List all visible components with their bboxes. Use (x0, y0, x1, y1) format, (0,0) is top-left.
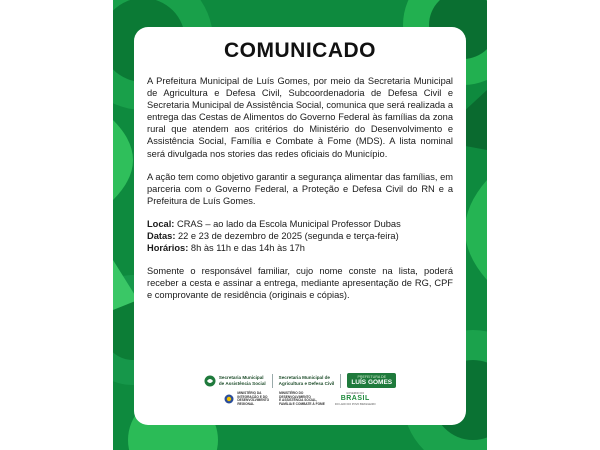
agricultura-line-1: Secretaria Municipal de (278, 375, 330, 381)
brasil-tagline: DO LADO DO POVO BRASILEIRO (334, 403, 376, 407)
agricultura-line-2: Agricultura e Defesa Civil (278, 380, 335, 386)
integracao-line-2: INTEGRAÇÃO E DO (237, 394, 268, 399)
governo-brasil-logo (335, 392, 376, 406)
hours-value: 8h às 11h e das 14h às 17h (188, 243, 305, 254)
ministerio-integracao-logo (224, 392, 269, 406)
mds-line-2: DESENVOLVIMENTO (279, 394, 311, 399)
mds-line-3: E ASSISTÊNCIA SOCIAL, (279, 398, 318, 403)
logo-row-top (147, 373, 453, 388)
governo-small-text: GOVERNO DO (346, 392, 365, 396)
announcement-card (134, 27, 466, 425)
logo-divider (272, 374, 273, 388)
local-value: CRAS – ao lado da Escola Municipal Professor Dubas (174, 218, 401, 229)
announcement-body (147, 75, 453, 302)
assistencia-social-logo (204, 375, 266, 387)
logo-divider (340, 374, 341, 388)
local-label: Local: (147, 218, 175, 229)
integracao-line-4: REGIONAL (237, 401, 255, 406)
dates-label: Datas: (147, 231, 176, 242)
agricultura-logo (279, 375, 335, 386)
coat-of-arms-icon (224, 394, 234, 404)
brasil-wordmark-text: BRASIL (340, 395, 370, 403)
brasil-wordmark (341, 395, 370, 403)
intro-paragraph: A Prefeitura Municipal de Luís Gomes, por meio da Secretaria Municipal de Agricultura e Defesa Civil, Subcoordenadoria de Defesa Civil e Secretaria Municipal de Assistência Social, comunica que será realizada a entrega das Cestas de Alimentos do Governo Federal às famílias da zona rural que atendem aos critérios do Ministério do Desenvolvimento e Assistência Social, Família e Combate à Fome (MDS). A lista nominal será divulgada nos stories das redes oficiais do Município. (147, 76, 453, 159)
dates-line (147, 230, 453, 242)
hours-line (147, 242, 453, 254)
ministerio-mds-logo (279, 392, 325, 406)
assistencia-line-2: de Assistência Social (218, 380, 266, 386)
mds-line-1: MINISTÉRIO DO (279, 391, 304, 395)
integracao-line-1: MINISTÉRIO DA (237, 391, 262, 395)
dates-value: 22 e 23 de dezembro de 2025 (segunda e terça-feira) (175, 231, 399, 242)
logo-row-bottom (147, 392, 453, 406)
event-details (147, 218, 453, 254)
prefeitura-small-text: PREFEITURA DE (357, 375, 387, 379)
prefeitura-luis-gomes-logo (347, 373, 396, 388)
requirements-paragraph: Somente o responsável familiar, cujo nome conste na lista, poderá receber a cesta e assinar a entrega, mediante apresentação de RG, CPF e comprovante de residência (originais e cópias). (147, 266, 453, 301)
assistencia-social-icon (204, 375, 216, 387)
page-title: COMUNICADO (224, 39, 376, 62)
poster (113, 0, 487, 450)
local-line (147, 218, 453, 230)
prefeitura-name-text: LUÍS GOMES (351, 379, 393, 386)
partner-logos (147, 373, 453, 421)
objective-paragraph: A ação tem como objetivo garantir a segurança alimentar das famílias, em parceria com o Governo Federal, a Proteção e Defesa Civil do RN e a Prefeitura de Luís Gomes. (147, 171, 453, 206)
assistencia-line-1: Secretaria Municipal (218, 375, 264, 381)
integracao-line-3: DESENVOLVIMENTO (237, 398, 270, 403)
hours-label: Horários: (147, 243, 189, 254)
mds-line-4: FAMÍLIA E COMBATE À FOME (279, 401, 325, 406)
